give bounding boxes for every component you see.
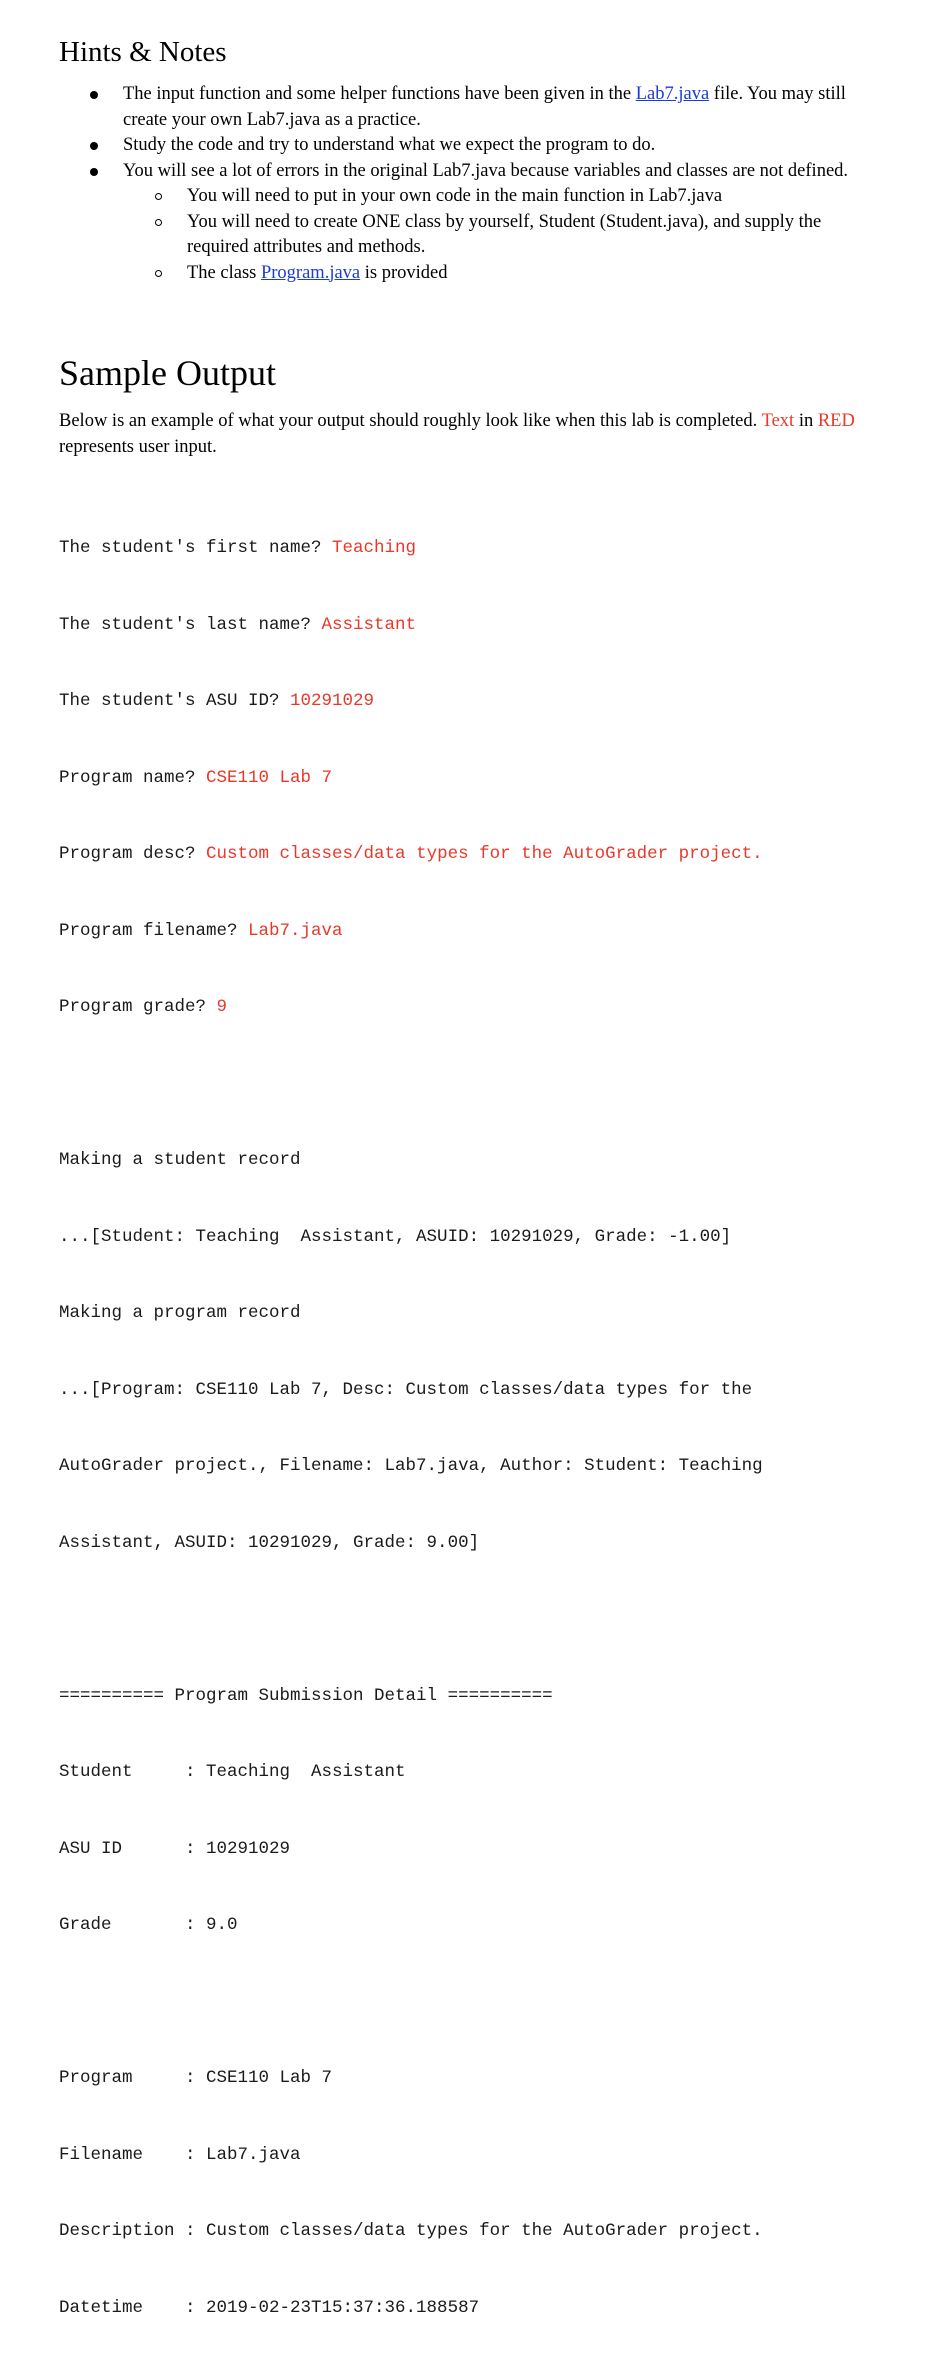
detail-line: ASU ID : 10291029: [59, 1838, 291, 1859]
bullet-icon: [90, 142, 98, 150]
user-input: Teaching: [332, 538, 417, 558]
console-output: [59, 485, 763, 2372]
program-java-link[interactable]: Program.java: [260, 262, 361, 283]
hint-subitem: You will need to put in your own code in the main function in Lab7.java: [0, 184, 867, 210]
console-prompt-line: Program filename? Lab7.java: [59, 920, 343, 941]
bullet-icon: [90, 91, 98, 99]
console-prompt-line: Program name? CSE110 Lab 7: [59, 767, 333, 788]
user-input: 10291029: [290, 691, 375, 711]
hint-item: You will see a lot of errors in the original Lab7.java because variables and classes are not defined.: [0, 159, 863, 185]
console-record-line: ...[Student: Teaching Assistant, ASUID: 10291029, Grade: -1.00]: [59, 1226, 732, 1247]
console-prompt-line: The student's first name? Teaching: [59, 538, 417, 558]
detail-line: Student : Teaching Assistant: [59, 1762, 406, 1782]
console-record-line: Making a program record: [59, 1303, 301, 1323]
user-input: Lab7.java: [248, 920, 343, 941]
detail-line: Filename : Lab7.java: [59, 2144, 301, 2165]
console-record-line: AutoGrader project., Filename: Lab7.java, Author: Student: Teaching: [59, 1456, 763, 1476]
circle-bullet-icon: [155, 270, 162, 277]
lab7-java-link[interactable]: Lab7.java: [635, 84, 710, 104]
detail-line: Description : Custom classes/data types for the AutoGrader project.: [59, 2221, 763, 2241]
console-prompt-line: Program desc? Custom classes/data types for the AutoGrader project.: [59, 844, 763, 864]
bullet-icon: [90, 168, 98, 176]
detail-line: Program : CSE110 Lab 7: [59, 2068, 333, 2088]
detail-line: Grade : 9.0: [59, 1915, 238, 1935]
console-record-line: ...[Program: CSE110 Lab 7, Desc: Custom classes/data types for the: [59, 1379, 753, 1400]
detail-line: Datetime : 2019-02-23T15:37:36.188587: [59, 2297, 480, 2318]
hints-list: [0, 82, 932, 286]
sample-intro: Below is an example of what your output should roughly look like when this lab is completed. Text in RED represents user input.: [59, 411, 855, 457]
hint-subitem: You will need to create ONE class by yourself, Student (Student.java), and supply the required attributes and methods.: [0, 210, 867, 261]
user-input: Custom classes/data types for the AutoGrader project.: [206, 844, 763, 864]
user-input: CSE110 Lab 7: [206, 767, 333, 788]
console-prompt-line: Program grade? 9: [59, 997, 228, 1017]
console-prompt-line: The student's last name? Assistant: [59, 614, 417, 635]
circle-bullet-icon: [155, 219, 162, 226]
console-record-line: Assistant, ASUID: 10291029, Grade: 9.00]: [59, 1532, 480, 1553]
hint-item: Study the code and try to understand what we expect the program to do.: [0, 133, 863, 159]
circle-bullet-icon: [155, 193, 162, 200]
hints-heading: Hints & Notes: [59, 36, 227, 68]
detail-header: ========== Program Submission Detail ==========: [59, 1685, 553, 1706]
sample-output-heading: Sample Output: [59, 353, 276, 393]
user-input: 9: [216, 997, 228, 1017]
hint-item: The input function and some helper functions have been given in the Lab7.java file. You may still create your own Lab7.java as a practice.: [0, 82, 863, 133]
console-prompt-line: The student's ASU ID? 10291029: [59, 691, 375, 711]
console-record-line: Making a student record: [59, 1150, 301, 1170]
hint-subitem: The class Program.java is provided: [0, 261, 867, 287]
user-input: Assistant: [321, 614, 417, 635]
